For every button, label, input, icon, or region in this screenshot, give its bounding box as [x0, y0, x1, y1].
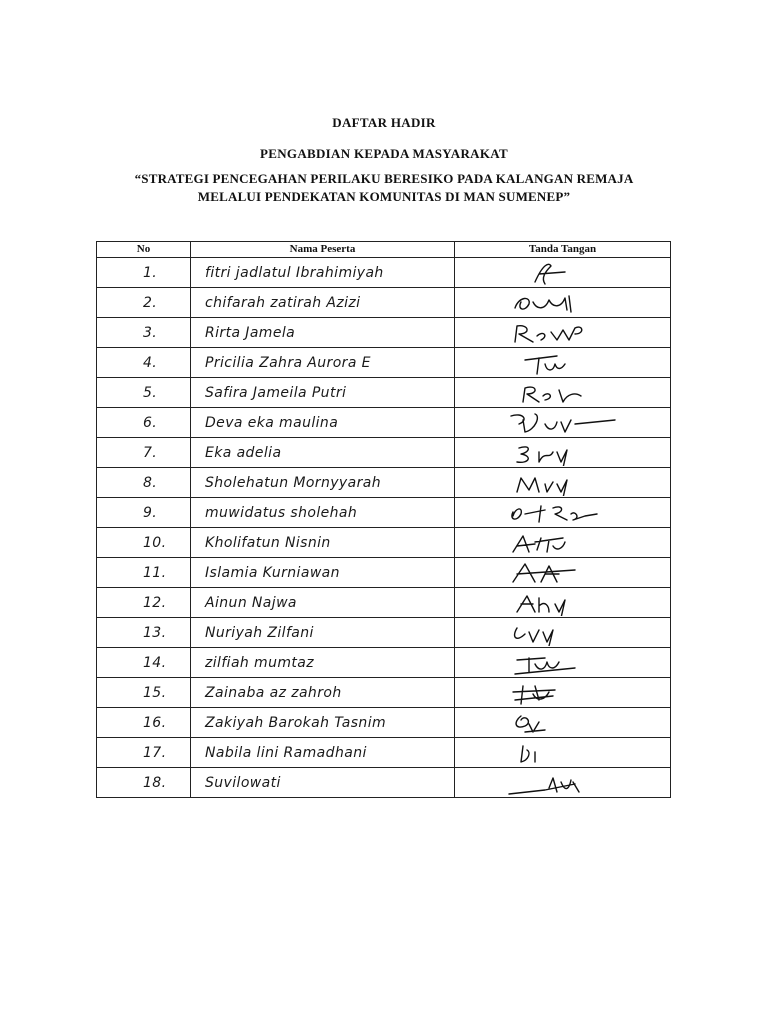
table-row: [97, 768, 671, 798]
document-topic: [0, 170, 768, 206]
table-row: [97, 318, 671, 348]
document-subtitle: PENGABDIAN KEPADA MASYARAKAT: [260, 146, 508, 161]
participant-name: Islamia Kurniawan: [191, 558, 455, 588]
participant-name: Eka adelia: [191, 438, 455, 468]
table-row: [97, 528, 671, 558]
table-row: [97, 408, 671, 438]
row-number: 14.: [97, 648, 191, 678]
signature-mark: [505, 740, 625, 766]
table-row: [97, 288, 671, 318]
signature-mark: [505, 290, 625, 316]
signature-mark: [505, 590, 625, 616]
signature-cell: [455, 348, 671, 378]
signature-cell: [455, 528, 671, 558]
signature-mark: [505, 470, 625, 496]
signature-cell: [455, 768, 671, 798]
table-row: [97, 708, 671, 738]
signature-mark: [505, 680, 625, 706]
participant-name: Sholehatun Mornyyarah: [191, 468, 455, 498]
signature-mark: [505, 710, 625, 736]
table-row: [97, 618, 671, 648]
participant-name: Suvilowati: [191, 768, 455, 798]
participant-name: Rirta Jamela: [191, 318, 455, 348]
column-header-no: No: [97, 242, 191, 258]
participant-name: Deva eka maulina: [191, 408, 455, 438]
table-row: [97, 378, 671, 408]
signature-cell: [455, 498, 671, 528]
signature-cell: [455, 468, 671, 498]
signature-cell: [455, 708, 671, 738]
row-number: 2.: [97, 288, 191, 318]
signature-cell: [455, 648, 671, 678]
row-number: 18.: [97, 768, 191, 798]
participant-name: zilfiah mumtaz: [191, 648, 455, 678]
signature-cell: [455, 558, 671, 588]
participant-name: Kholifatun Nisnin: [191, 528, 455, 558]
table-row: [97, 258, 671, 288]
row-number: 12.: [97, 588, 191, 618]
participant-name: Ainun Najwa: [191, 588, 455, 618]
signature-mark: [505, 380, 625, 406]
table-row: [97, 738, 671, 768]
table-row: [97, 678, 671, 708]
table-row: [97, 648, 671, 678]
signature-cell: [455, 408, 671, 438]
signature-mark: [505, 530, 625, 556]
signature-mark: [505, 440, 625, 466]
participant-name: chifarah zatirah Azizi: [191, 288, 455, 318]
table-header-row: [97, 242, 671, 258]
signature-mark: [505, 620, 625, 646]
signature-cell: [455, 738, 671, 768]
participant-name: Pricilia Zahra Aurora E: [191, 348, 455, 378]
row-number: 15.: [97, 678, 191, 708]
table-row: [97, 348, 671, 378]
row-number: 7.: [97, 438, 191, 468]
signature-mark: [505, 500, 625, 526]
table-row: [97, 558, 671, 588]
signature-cell: [455, 258, 671, 288]
attendance-table: [96, 241, 671, 798]
participant-name: Zainaba az zahroh: [191, 678, 455, 708]
row-number: 11.: [97, 558, 191, 588]
signature-mark: [505, 560, 625, 586]
participant-name: fitri jadlatul Ibrahimiyah: [191, 258, 455, 288]
table-row: [97, 498, 671, 528]
row-number: 6.: [97, 408, 191, 438]
signature-mark: [505, 650, 625, 676]
signature-cell: [455, 588, 671, 618]
signature-mark: [505, 770, 625, 796]
row-number: 13.: [97, 618, 191, 648]
topic-line-2: MELALUI PENDEKATAN KOMUNITAS DI MAN SUMENEP”: [197, 189, 571, 204]
signature-mark: [505, 260, 625, 286]
topic-line-1: “STRATEGI PENCEGAHAN PERILAKU BERESIKO PADA KALANGAN REMAJA: [134, 171, 634, 186]
signature-cell: [455, 288, 671, 318]
table-row: [97, 468, 671, 498]
signature-mark: [505, 410, 625, 436]
row-number: 1.: [97, 258, 191, 288]
row-number: 8.: [97, 468, 191, 498]
column-header-signature: Tanda Tangan: [455, 242, 671, 258]
row-number: 16.: [97, 708, 191, 738]
column-header-name: Nama Peserta: [191, 242, 455, 258]
document-title: DAFTAR HADIR: [332, 115, 436, 130]
signature-mark: [505, 350, 625, 376]
signature-cell: [455, 378, 671, 408]
row-number: 5.: [97, 378, 191, 408]
row-number: 17.: [97, 738, 191, 768]
signature-cell: [455, 318, 671, 348]
row-number: 10.: [97, 528, 191, 558]
table-row: [97, 588, 671, 618]
participant-name: Nuriyah Zilfani: [191, 618, 455, 648]
signature-cell: [455, 678, 671, 708]
participant-name: muwidatus sholehah: [191, 498, 455, 528]
row-number: 9.: [97, 498, 191, 528]
signature-cell: [455, 438, 671, 468]
participant-name: Safira Jameila Putri: [191, 378, 455, 408]
participant-name: Nabila lini Ramadhani: [191, 738, 455, 768]
signature-cell: [455, 618, 671, 648]
row-number: 4.: [97, 348, 191, 378]
participant-name: Zakiyah Barokah Tasnim: [191, 708, 455, 738]
signature-mark: [505, 320, 625, 346]
row-number: 3.: [97, 318, 191, 348]
table-row: [97, 438, 671, 468]
